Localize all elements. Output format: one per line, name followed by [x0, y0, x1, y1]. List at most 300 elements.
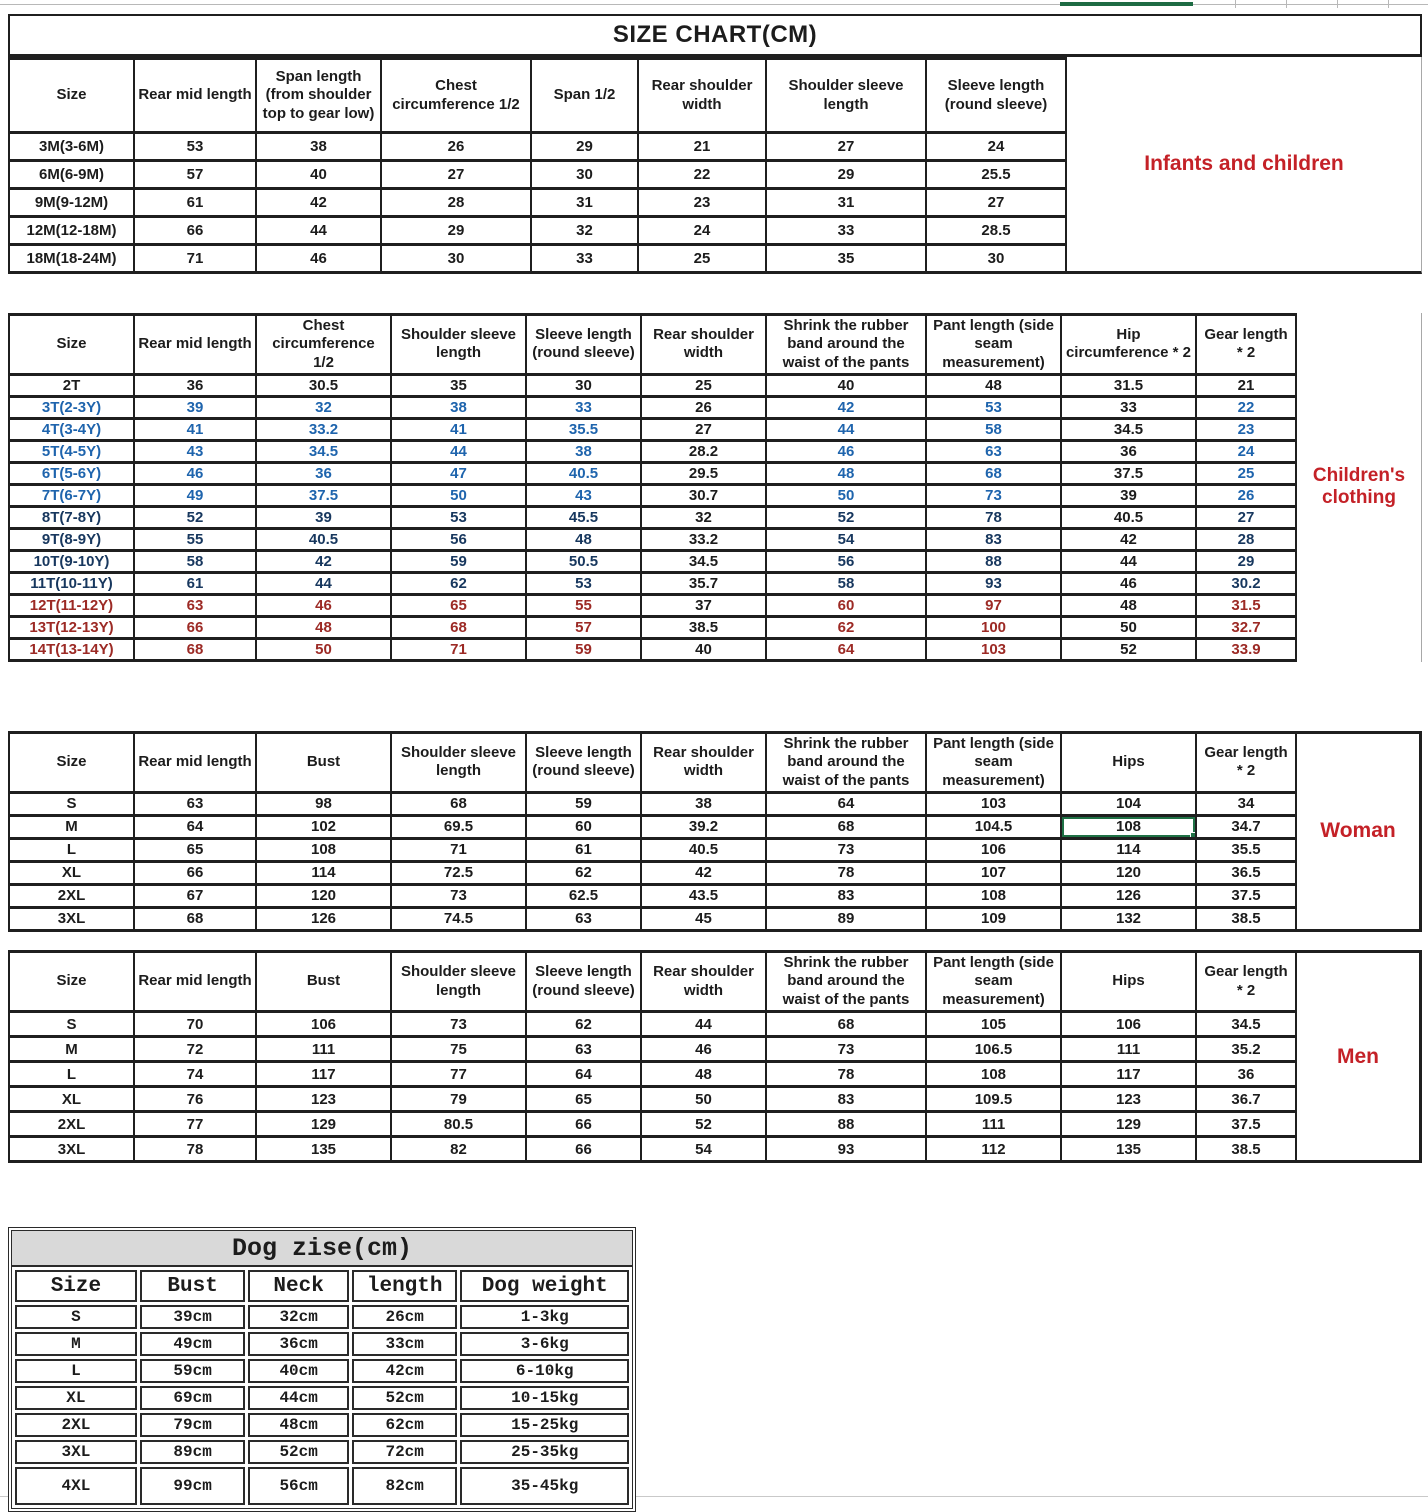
data-cell: 36: [1196, 1062, 1296, 1087]
column-header: Size: [9, 952, 134, 1012]
data-cell: 53: [134, 133, 256, 161]
data-cell: 63: [526, 1037, 641, 1062]
data-cell: 59cm: [140, 1359, 246, 1383]
data-cell: 93: [926, 572, 1061, 594]
dog-table-title: Dog zise(cm): [12, 1231, 632, 1267]
column-header: Neck: [248, 1270, 349, 1302]
column-header: Shoulder sleeve length: [391, 952, 526, 1012]
column-header: Rear shoulder width: [641, 952, 766, 1012]
selection-artifact-top: [1060, 2, 1193, 6]
data-cell: 68: [391, 792, 526, 815]
data-cell: 58: [766, 572, 926, 594]
data-cell: 40.5: [1061, 506, 1196, 528]
data-cell: 68: [926, 462, 1061, 484]
woman-side-label: Woman: [1297, 731, 1422, 932]
data-cell: 42: [256, 189, 381, 217]
data-cell: 135: [256, 1137, 391, 1162]
data-cell: 34.5: [1196, 1012, 1296, 1037]
data-cell: 59: [526, 638, 641, 660]
data-cell: 78: [766, 1062, 926, 1087]
data-cell: 65: [526, 1087, 641, 1112]
data-cell: 41: [391, 418, 526, 440]
column-header: Chest circumference 1/2: [381, 59, 531, 133]
row-size-label: 3T(2-3Y): [9, 396, 134, 418]
data-cell: 74: [134, 1062, 256, 1087]
data-cell: 56cm: [248, 1467, 349, 1505]
dog-size-block: [8, 1227, 636, 1512]
data-cell: 43: [134, 440, 256, 462]
data-cell: 82cm: [352, 1467, 458, 1505]
data-cell: 34.5: [1061, 418, 1196, 440]
table-row: [9, 594, 1296, 616]
data-cell: 71: [391, 838, 526, 861]
data-cell: 40: [766, 374, 926, 396]
table-row: [9, 1037, 1296, 1062]
row-size-label: XL: [15, 1386, 137, 1410]
data-cell: 108: [926, 884, 1061, 907]
data-cell: 123: [256, 1087, 391, 1112]
data-cell: 71: [391, 638, 526, 660]
data-cell: 31.5: [1061, 374, 1196, 396]
table-row: [9, 550, 1296, 572]
data-cell: 44cm: [248, 1386, 349, 1410]
data-cell: 29: [1196, 550, 1296, 572]
data-cell: 28.5: [926, 217, 1066, 245]
infants-side-label: Infants and children: [1067, 57, 1422, 274]
row-size-label: 14T(13-14Y): [9, 638, 134, 660]
woman-size-table: [8, 731, 1297, 932]
data-cell: 32.7: [1196, 616, 1296, 638]
data-cell: 68: [766, 1012, 926, 1037]
data-cell: 53: [526, 572, 641, 594]
row-size-label: 2XL: [9, 1112, 134, 1137]
data-cell: 66: [134, 616, 256, 638]
data-cell: 44: [641, 1012, 766, 1037]
data-cell: 117: [1061, 1062, 1196, 1087]
data-cell: 53: [926, 396, 1061, 418]
table-row: [9, 418, 1296, 440]
table-row: [9, 1087, 1296, 1112]
row-size-label: 12T(11-12Y): [9, 594, 134, 616]
data-cell: 73: [391, 1012, 526, 1037]
data-cell: 45.5: [526, 506, 641, 528]
data-cell: 1-3kg: [460, 1305, 629, 1329]
data-cell: 32: [256, 396, 391, 418]
data-cell: 106: [926, 838, 1061, 861]
data-cell: 29: [766, 161, 926, 189]
data-cell: 27: [766, 133, 926, 161]
data-cell: 46: [641, 1037, 766, 1062]
column-header: Size: [15, 1270, 137, 1302]
data-cell: 80.5: [391, 1112, 526, 1137]
data-cell: 82: [391, 1137, 526, 1162]
data-cell: 31: [766, 189, 926, 217]
data-cell: 21: [638, 133, 766, 161]
column-header: Rear mid length: [134, 952, 256, 1012]
row-size-label: 6M(6-9M): [9, 161, 134, 189]
column-header: length: [352, 1270, 458, 1302]
data-cell: 62.5: [526, 884, 641, 907]
data-cell: 30: [531, 161, 638, 189]
data-cell: 52cm: [248, 1440, 349, 1464]
data-cell: 32cm: [248, 1305, 349, 1329]
table-row: [9, 528, 1296, 550]
sheet-gridline-tick: [1286, 0, 1287, 8]
data-cell: 26: [1196, 484, 1296, 506]
data-cell: 23: [1196, 418, 1296, 440]
data-cell: 106.5: [926, 1037, 1061, 1062]
column-header: Sleeve length (round sleeve): [526, 952, 641, 1012]
data-cell: 73: [926, 484, 1061, 506]
column-header: Size: [9, 59, 134, 133]
data-cell: 33: [526, 396, 641, 418]
column-header: Gear length * 2: [1196, 315, 1296, 375]
data-cell: 49cm: [140, 1332, 246, 1356]
column-header: Size: [9, 733, 134, 793]
data-cell: 30.2: [1196, 572, 1296, 594]
data-cell: 114: [1061, 838, 1196, 861]
data-cell: 63: [526, 907, 641, 930]
data-cell: 111: [256, 1037, 391, 1062]
data-cell: 63: [134, 792, 256, 815]
column-header: Bust: [140, 1270, 246, 1302]
data-cell: 58: [134, 550, 256, 572]
column-header: Size: [9, 315, 134, 375]
column-header: Hips: [1061, 733, 1196, 793]
column-header: Bust: [256, 733, 391, 793]
data-cell: 129: [256, 1112, 391, 1137]
data-cell: 34.7: [1196, 815, 1296, 838]
column-header: Dog weight: [460, 1270, 629, 1302]
data-cell: 27: [1196, 506, 1296, 528]
table-row: [9, 161, 1066, 189]
data-cell: 30: [381, 245, 531, 273]
data-cell: 109: [926, 907, 1061, 930]
data-cell: 24: [1196, 440, 1296, 462]
table-row: [9, 1062, 1296, 1087]
data-cell: 38: [391, 396, 526, 418]
row-size-label: 8T(7-8Y): [9, 506, 134, 528]
column-header: Span 1/2: [531, 59, 638, 133]
data-cell: 64: [134, 815, 256, 838]
data-cell: 22: [638, 161, 766, 189]
data-cell: 46: [1061, 572, 1196, 594]
data-cell: 62: [526, 861, 641, 884]
men-size-block: [8, 950, 1422, 1163]
data-cell: 36: [134, 374, 256, 396]
men-size-table: [8, 950, 1297, 1163]
data-cell: 135: [1061, 1137, 1196, 1162]
column-header: Chest circumference 1/2: [256, 315, 391, 375]
data-cell: 78: [134, 1137, 256, 1162]
data-cell: 23: [638, 189, 766, 217]
data-cell: 103: [926, 638, 1061, 660]
data-cell: 78: [926, 506, 1061, 528]
table-row: [9, 572, 1296, 594]
data-cell: 42cm: [352, 1359, 458, 1383]
data-cell: 43.5: [641, 884, 766, 907]
data-cell: 28: [1196, 528, 1296, 550]
data-cell: 103: [926, 792, 1061, 815]
data-cell: 63: [134, 594, 256, 616]
data-cell: 36: [1061, 440, 1196, 462]
data-cell: 48: [766, 462, 926, 484]
data-cell: 36cm: [248, 1332, 349, 1356]
row-size-label: 6T(5-6Y): [9, 462, 134, 484]
data-cell: 52: [134, 506, 256, 528]
data-cell: 43: [526, 484, 641, 506]
data-cell: 120: [1061, 861, 1196, 884]
data-cell: 57: [526, 616, 641, 638]
data-cell: 38: [256, 133, 381, 161]
column-header: Hips: [1061, 952, 1196, 1012]
data-cell: 126: [1061, 884, 1196, 907]
table-row: [15, 1332, 629, 1356]
data-cell: 39.2: [641, 815, 766, 838]
table-row: [15, 1305, 629, 1329]
table-row: [9, 792, 1296, 815]
column-header: Rear shoulder width: [641, 733, 766, 793]
data-cell: 120: [256, 884, 391, 907]
data-cell: 46: [134, 462, 256, 484]
row-size-label: 4T(3-4Y): [9, 418, 134, 440]
data-cell: 33: [531, 245, 638, 273]
data-cell: 39cm: [140, 1305, 246, 1329]
data-cell: 60: [526, 815, 641, 838]
table-row: [9, 374, 1296, 396]
table-row: [9, 1137, 1296, 1162]
data-cell: 44: [1061, 550, 1196, 572]
data-cell: 28.2: [641, 440, 766, 462]
data-cell: 35.5: [526, 418, 641, 440]
data-cell: 109.5: [926, 1087, 1061, 1112]
data-cell: 55: [134, 528, 256, 550]
data-cell: 25: [1196, 462, 1296, 484]
table-row: [9, 815, 1296, 838]
data-cell: 46: [766, 440, 926, 462]
row-size-label: S: [15, 1305, 137, 1329]
data-cell: 50: [766, 484, 926, 506]
selected-cell[interactable]: 108: [1061, 815, 1196, 838]
data-cell: 30: [526, 374, 641, 396]
table-row: [9, 838, 1296, 861]
data-cell: 33.9: [1196, 638, 1296, 660]
data-cell: 48: [526, 528, 641, 550]
table-row: [9, 245, 1066, 273]
table-row: [9, 506, 1296, 528]
data-cell: 42: [641, 861, 766, 884]
data-cell: 78: [766, 861, 926, 884]
data-cell: 68: [391, 616, 526, 638]
data-cell: 88: [926, 550, 1061, 572]
data-cell: 46: [256, 594, 391, 616]
column-header: Gear length * 2: [1196, 733, 1296, 793]
column-header: Span length (from shoulder top to gear low): [256, 59, 381, 133]
data-cell: 34.5: [256, 440, 391, 462]
data-cell: 42: [256, 550, 391, 572]
data-cell: 77: [391, 1062, 526, 1087]
data-cell: 68: [134, 638, 256, 660]
data-cell: 44: [256, 572, 391, 594]
row-size-label: 2XL: [9, 884, 134, 907]
table-row: [15, 1359, 629, 1383]
data-cell: 69cm: [140, 1386, 246, 1410]
data-cell: 70: [134, 1012, 256, 1037]
row-size-label: 13T(12-13Y): [9, 616, 134, 638]
data-cell: 42: [1061, 528, 1196, 550]
column-header: Shrink the rubber band around the waist of the pants: [766, 315, 926, 375]
row-size-label: 2T: [9, 374, 134, 396]
data-cell: 106: [256, 1012, 391, 1037]
data-cell: 40: [641, 638, 766, 660]
data-cell: 106: [1061, 1012, 1196, 1037]
row-size-label: 18M(18-24M): [9, 245, 134, 273]
data-cell: 26cm: [352, 1305, 458, 1329]
data-cell: 72: [134, 1037, 256, 1062]
data-cell: 29.5: [641, 462, 766, 484]
data-cell: 50: [391, 484, 526, 506]
column-header: Shrink the rubber band around the waist of the pants: [766, 952, 926, 1012]
header-row: [9, 952, 1296, 1012]
data-cell: 71: [134, 245, 256, 273]
data-cell: 37.5: [1196, 1112, 1296, 1137]
table-row: [9, 396, 1296, 418]
data-cell: 33cm: [352, 1332, 458, 1356]
data-cell: 6-10kg: [460, 1359, 629, 1383]
sheet-gridline-tick: [1337, 0, 1338, 8]
data-cell: 52cm: [352, 1386, 458, 1410]
data-cell: 83: [766, 884, 926, 907]
data-cell: 48cm: [248, 1413, 349, 1437]
table-row: [9, 440, 1296, 462]
data-cell: 83: [926, 528, 1061, 550]
row-size-label: 12M(12-18M): [9, 217, 134, 245]
data-cell: 117: [256, 1062, 391, 1087]
data-cell: 64: [526, 1062, 641, 1087]
children-side-label: Children's clothing: [1297, 313, 1422, 662]
data-cell: 56: [766, 550, 926, 572]
data-cell: 123: [1061, 1087, 1196, 1112]
data-cell: 45: [641, 907, 766, 930]
column-header: Rear mid length: [134, 315, 256, 375]
sheet-gridline-tick: [1235, 0, 1236, 8]
data-cell: 88: [766, 1112, 926, 1137]
data-cell: 35: [766, 245, 926, 273]
table-row: [9, 884, 1296, 907]
data-cell: 27: [926, 189, 1066, 217]
data-cell: 54: [641, 1137, 766, 1162]
data-cell: 83: [766, 1087, 926, 1112]
table-row: [9, 907, 1296, 930]
data-cell: 25.5: [926, 161, 1066, 189]
row-size-label: 9T(8-9Y): [9, 528, 134, 550]
data-cell: 104.5: [926, 815, 1061, 838]
data-cell: 36.7: [1196, 1087, 1296, 1112]
data-cell: 66: [526, 1137, 641, 1162]
data-cell: 52: [766, 506, 926, 528]
row-size-label: S: [9, 1012, 134, 1037]
data-cell: 62: [766, 616, 926, 638]
data-cell: 108: [926, 1062, 1061, 1087]
data-cell: 52: [1061, 638, 1196, 660]
row-size-label: 4XL: [15, 1467, 137, 1505]
row-size-label: 5T(4-5Y): [9, 440, 134, 462]
data-cell: 31.5: [1196, 594, 1296, 616]
data-cell: 40.5: [526, 462, 641, 484]
men-side-label: Men: [1297, 950, 1422, 1163]
data-cell: 35-45kg: [460, 1467, 629, 1505]
data-cell: 3-6kg: [460, 1332, 629, 1356]
data-cell: 47: [391, 462, 526, 484]
data-cell: 37.5: [1061, 462, 1196, 484]
size-chart-title: SIZE CHART(CM): [8, 14, 1422, 57]
data-cell: 33: [766, 217, 926, 245]
column-header: Sleeve length (round sleeve): [526, 315, 641, 375]
sheet-gridline-top: [0, 4, 1428, 5]
row-size-label: 7T(6-7Y): [9, 484, 134, 506]
data-cell: 15-25kg: [460, 1413, 629, 1437]
data-cell: 40: [256, 161, 381, 189]
children-size-table: [8, 313, 1297, 662]
data-cell: 79: [391, 1087, 526, 1112]
data-cell: 30.7: [641, 484, 766, 506]
data-cell: 72cm: [352, 1440, 458, 1464]
column-header: Bust: [256, 952, 391, 1012]
data-cell: 73: [391, 884, 526, 907]
data-cell: 100: [926, 616, 1061, 638]
data-cell: 74.5: [391, 907, 526, 930]
data-cell: 62cm: [352, 1413, 458, 1437]
data-cell: 38.5: [1196, 1137, 1296, 1162]
data-cell: 69.5: [391, 815, 526, 838]
data-cell: 114: [256, 861, 391, 884]
column-header: Rear mid length: [134, 733, 256, 793]
row-size-label: 11T(10-11Y): [9, 572, 134, 594]
table-row: [9, 638, 1296, 660]
data-cell: 27: [381, 161, 531, 189]
row-size-label: M: [9, 1037, 134, 1062]
column-header: Sleeve length (round sleeve): [526, 733, 641, 793]
row-size-label: 3M(3-6M): [9, 133, 134, 161]
column-header: Pant length (side seam measurement): [926, 733, 1061, 793]
table-row: [9, 484, 1296, 506]
data-cell: 59: [391, 550, 526, 572]
data-cell: 89: [766, 907, 926, 930]
data-cell: 24: [638, 217, 766, 245]
data-cell: 28: [381, 189, 531, 217]
data-cell: 35: [391, 374, 526, 396]
column-header: Shoulder sleeve length: [391, 315, 526, 375]
data-cell: 66: [134, 861, 256, 884]
data-cell: 35.2: [1196, 1037, 1296, 1062]
data-cell: 50.5: [526, 550, 641, 572]
data-cell: 48: [1061, 594, 1196, 616]
table-row: [15, 1467, 629, 1505]
data-cell: 39: [256, 506, 391, 528]
table-row: [9, 217, 1066, 245]
data-cell: 98: [256, 792, 391, 815]
data-cell: 46: [256, 245, 381, 273]
data-cell: 29: [381, 217, 531, 245]
data-cell: 76: [134, 1087, 256, 1112]
row-size-label: M: [15, 1332, 137, 1356]
data-cell: 68: [134, 907, 256, 930]
data-cell: 53: [391, 506, 526, 528]
data-cell: 32: [531, 217, 638, 245]
infants-size-block: [8, 14, 1422, 274]
data-cell: 31: [531, 189, 638, 217]
sheet-gridline-tick: [1388, 0, 1389, 8]
